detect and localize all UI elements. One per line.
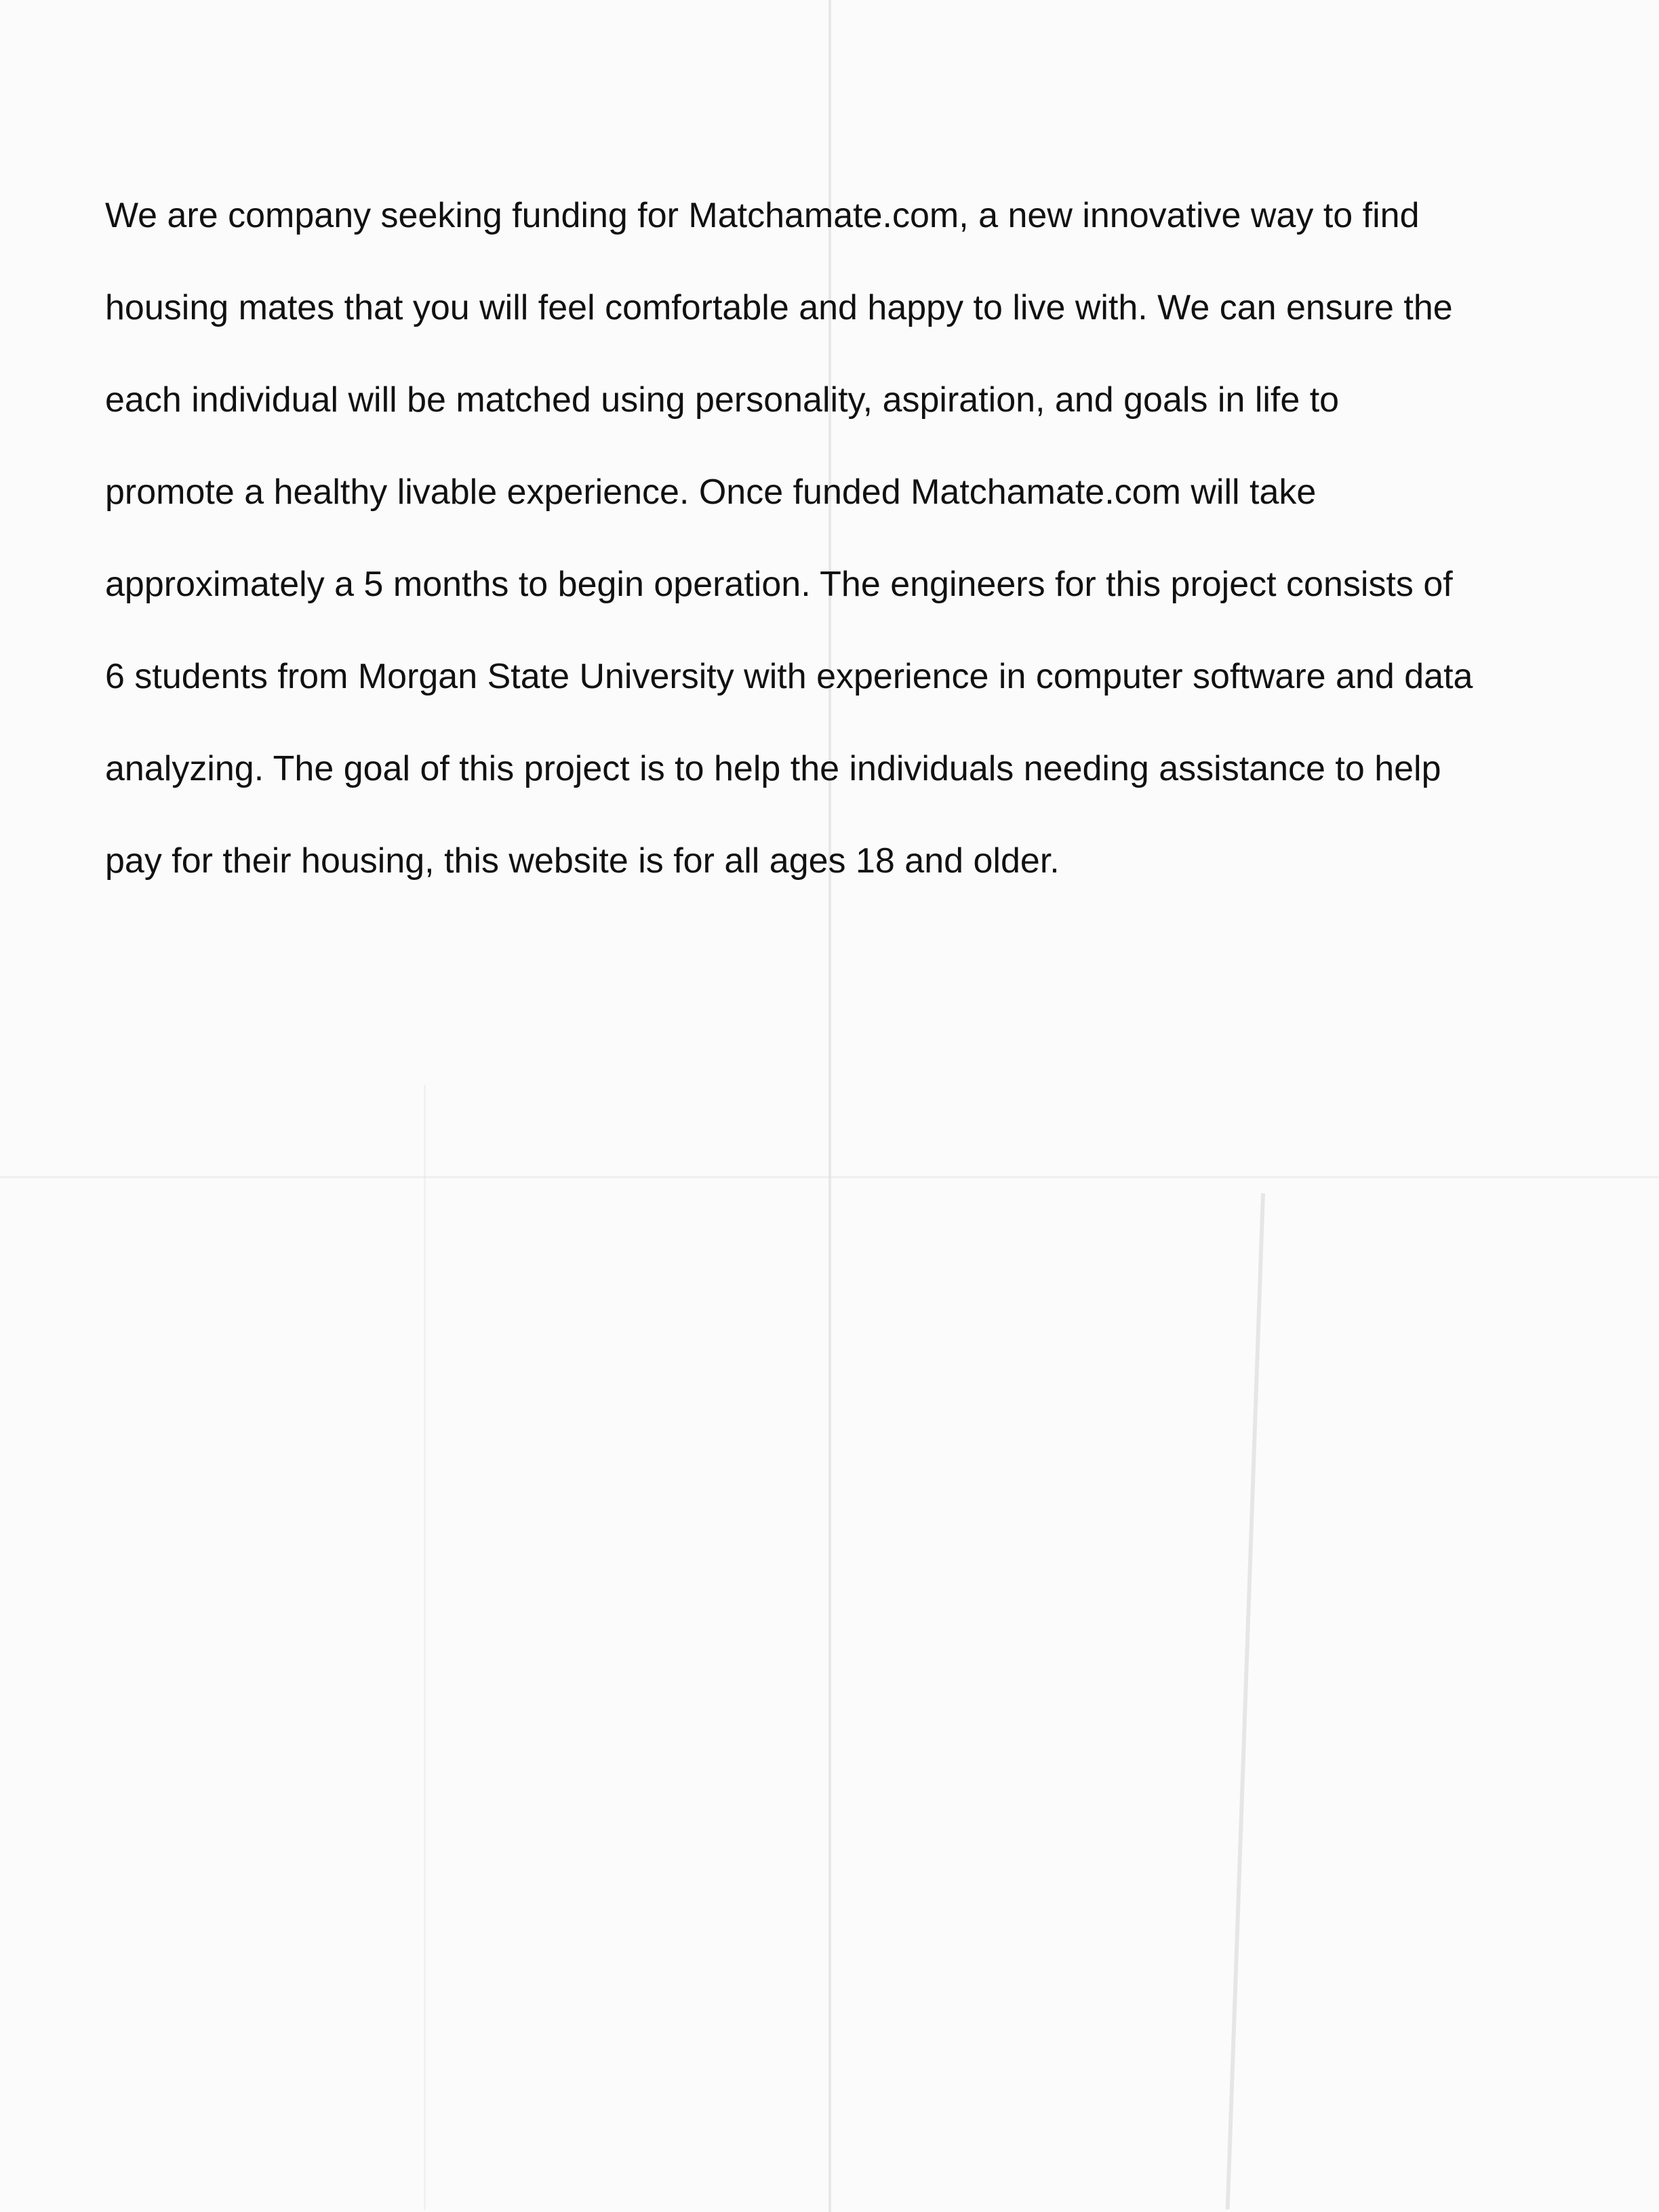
paragraph-line: housing mates that you will feel comfortable and happy to live with. We can ensure the: [105, 288, 1453, 327]
paragraph-line: We are company seeking funding for Matchamate.com, a new innovative way to find: [105, 196, 1420, 235]
paragraph-line: approximately a 5 months to begin operation. The engineers for this project consists of: [105, 565, 1453, 604]
horizontal-fold-crease: [0, 1176, 1659, 1178]
paragraph-line: analyzing. The goal of this project is to help the individuals needing assistance to help: [105, 749, 1441, 788]
body-paragraph: [105, 169, 1583, 907]
lower-right-fold-crease: [1226, 1193, 1265, 2209]
paragraph-line: promote a healthy livable experience. Once funded Matchamate.com will take: [105, 472, 1317, 512]
lower-left-fold-crease: [424, 1085, 426, 2210]
paragraph-line: 6 students from Morgan State University with experience in computer software and data: [105, 657, 1473, 696]
paragraph-line: each individual will be matched using personality, aspiration, and goals in life to: [105, 380, 1340, 420]
paragraph-line: pay for their housing, this website is for all ages 18 and older.: [105, 841, 1060, 881]
